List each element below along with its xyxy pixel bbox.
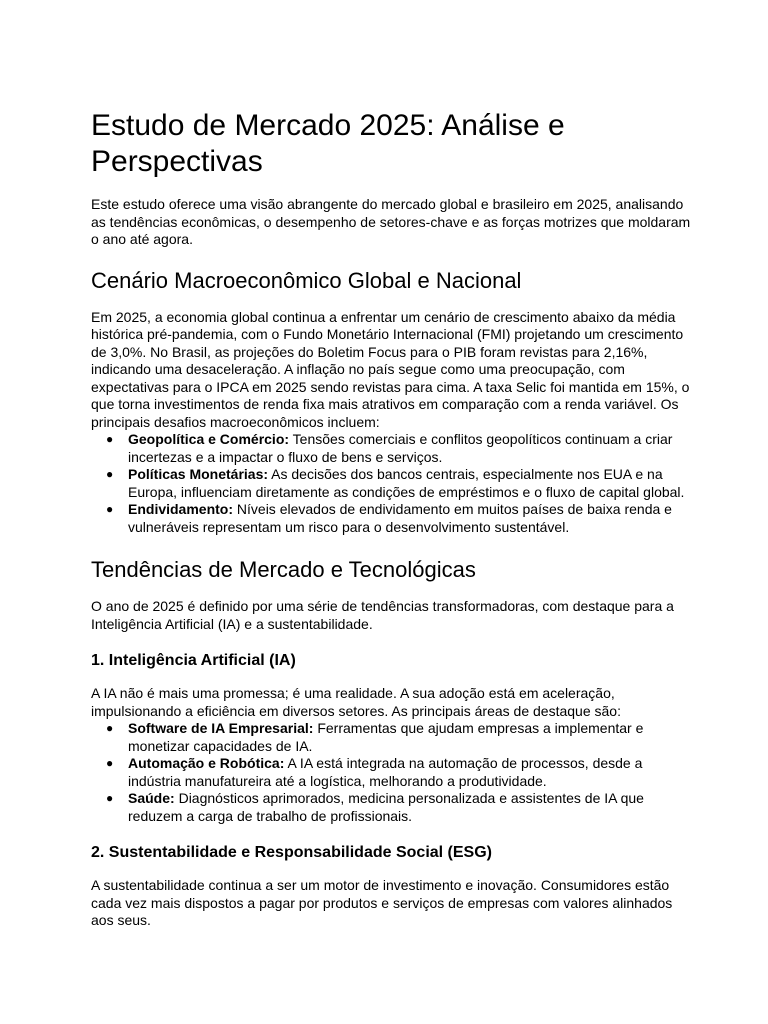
ai-paragraph: A IA não é mais uma promessa; é uma realidade. A sua adoção está em aceleração, impulsionando a eficiência em diversos setores. As principais áreas de destaque são: [91,685,621,719]
list-item [106,466,691,501]
bullet-icon: ● [106,721,114,735]
document-title: Estudo de Mercado 2025: Análise e Perspectivas [91,109,565,178]
bullet-icon: ● [106,502,114,516]
list-item [106,755,691,790]
list-item-label: Automação e Robótica: [128,755,285,771]
macro-challenges-list [91,431,691,536]
esg-paragraph: A sustentabilidade continua a ser um motor de investimento e inovação. Consumidores estão cada vez mais dispostos a pagar por produtos e serviços de empresas com valores alinhados aos seus. [91,877,673,928]
list-item-text: Níveis elevados de endividamento em muitos países de baixa renda e vulneráveis representam um risco para o desenvolvimento sustentável. [128,501,672,535]
bullet-icon: ● [106,791,114,805]
trends-paragraph: O ano de 2025 é definido por uma série de tendências transformadoras, com destaque para a Inteligência Artificial (IA) e a sustentabilidade. [91,598,674,632]
bullet-icon: ● [106,467,114,481]
list-item [106,790,691,825]
list-item-label: Endividamento: [128,501,234,517]
section-heading-trends: Tendências de Mercado e Tecnológicas [91,557,476,582]
list-item-label: Software de IA Empresarial: [128,720,314,736]
section-heading-macro: Cenário Macroeconômico Global e Nacional [91,267,522,293]
document-content [91,108,691,934]
list-item [106,501,691,536]
list-item [106,720,691,755]
list-item-text: Ferramentas que ajudam empresas a implementar e monetizar capacidades de IA. [128,720,644,754]
list-item-text: As decisões dos bancos centrais, especialmente nos EUA e na Europa, influenciam diretamente as condições de empréstimos e o fluxo de capital global. [128,466,685,500]
list-item-text: A IA está integrada na automação de processos, desde a indústria manufatureira até a logística, melhorando a produtividade. [128,755,643,789]
list-item-text: Diagnósticos aprimorados, medicina personalizada e assistentes de IA que reduzem a carga de trabalho de profissionais. [128,790,644,824]
intro-paragraph: Este estudo oferece uma visão abrangente do mercado global e brasileiro em 2025, analisando as tendências econômicas, o desempenho de setores-chave e as forças motrizes que moldaram o ano até agora. [91,196,691,247]
bullet-icon: ● [106,756,114,770]
ai-areas-list [91,720,691,825]
list-item-label: Geopolítica e Comércio: [128,431,290,447]
bullet-icon: ● [106,432,114,446]
macro-paragraph: Em 2025, a economia global continua a enfrentar um cenário de crescimento abaixo da média histórica pré-pandemia, com o Fundo Monetário Internacional (FMI) projetando um crescimento de 3,0%. No Brasil, as projeções do Boletim Focus para o PIB foram revistas para 2,16%, indicando uma desaceleração. A inflação no país segue como uma preocupação, com expectativas para o IPCA em 2025 sendo revistas para cima. A taxa Selic foi mantida em 15%, o que torna investimentos de renda fixa mais atrativos em comparação com a renda variável. Os principais desafios macroeconômicos incluem: [91,308,690,430]
subsection-heading-ai: 1. Inteligência Artificial (IA) [91,652,296,669]
list-item-label: Saúde: [128,790,175,806]
subsection-heading-esg: 2. Sustentabilidade e Responsabilidade Social (ESG) [91,844,492,861]
list-item-text: Tensões comerciais e conflitos geopolíticos continuam a criar incertezas e a impactar o fluxo de bens e serviços. [128,431,673,465]
list-item [106,431,691,466]
list-item-label: Políticas Monetárias: [128,466,269,482]
